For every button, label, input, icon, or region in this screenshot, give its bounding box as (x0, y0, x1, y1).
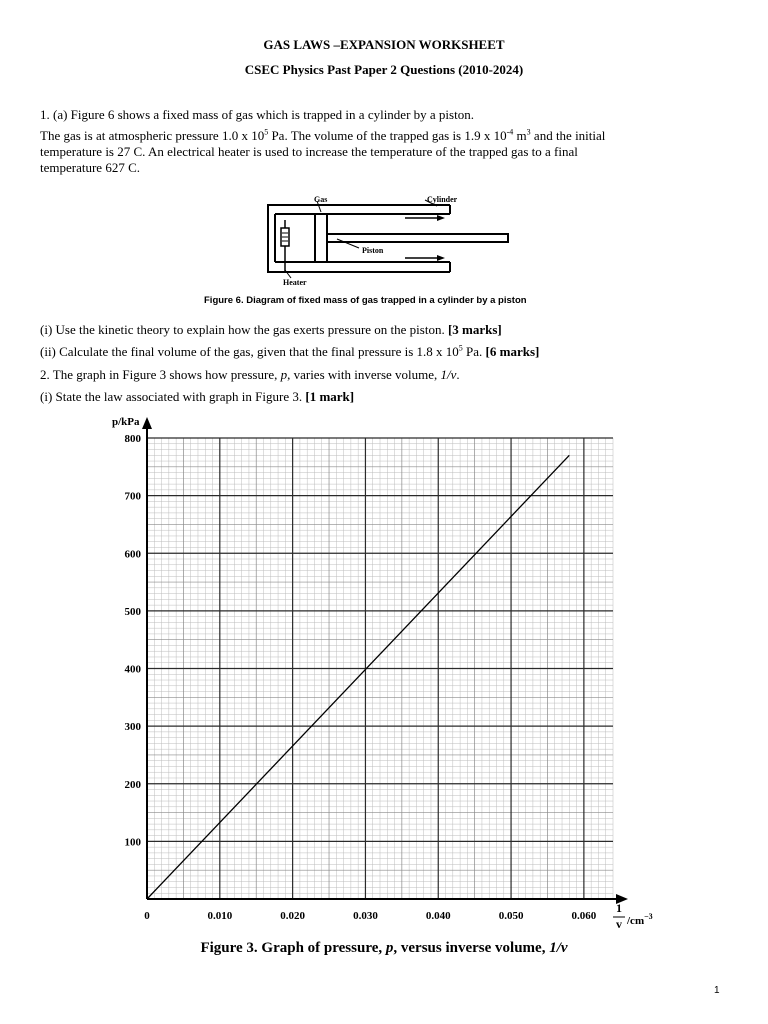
x-axis-unit-text: /cm (627, 915, 645, 927)
x-axis-unit (626, 912, 653, 927)
figure-3-caption-p: p (385, 940, 394, 956)
y-tick-label: 700 (124, 490, 141, 503)
x-tick-label: 0.040 (425, 910, 451, 922)
x-tick-label: 0.010 (207, 910, 233, 922)
q2-part-i-text: (i) State the law associated with graph in Figure 3. (40, 389, 306, 404)
q1-line1-b: Pa. The volume of the trapped gas is 1.9 x 10 (268, 128, 507, 143)
y-tick-label: 400 (124, 663, 141, 676)
q1-part-ii-text: (ii) Calculate the final volume of the gas, given that the final pressure is 1.8 x 10 (40, 344, 459, 359)
y-tick-label: 100 (124, 836, 141, 849)
q1-line1-exp2: -4 (506, 127, 514, 137)
q1-part-ii-marks: [6 marks] (485, 344, 540, 359)
q2-part-i-marks: [1 mark] (305, 389, 355, 404)
figure-6-diagram (255, 192, 515, 288)
label-gas: Gas (314, 195, 328, 204)
x-axis-unit-num: 1 (616, 901, 622, 915)
x-axis-unit-den: v (616, 917, 622, 931)
figure-3-chart (0, 405, 768, 965)
q1-line3: temperature 627 C. (40, 160, 140, 175)
figure-3-caption-b: , versus inverse volume, (393, 940, 550, 956)
y-tick-label: 800 (124, 433, 141, 445)
q1-line1-exp1: 5 (264, 127, 269, 137)
figure-3-caption-v: 1/v (549, 940, 568, 956)
q1-part-ii (40, 344, 730, 360)
q1-part-i-text: (i) Use the kinetic theory to explain how the gas exerts pressure on the piston. (40, 322, 448, 337)
arrow-top-head (437, 215, 445, 221)
label-heater: Heater (283, 278, 307, 287)
x-tick-label: 0.030 (353, 910, 378, 922)
q2-intro-c: . (456, 367, 460, 382)
arrow-bottom-head (437, 255, 445, 261)
label-piston: Piston (362, 246, 384, 255)
q1-line1-d: and the initial (530, 128, 606, 143)
q2-part-i (40, 389, 730, 405)
q2-intro-b: , varies with inverse volume, (287, 367, 441, 382)
piston-rod (327, 234, 508, 242)
worksheet-title: GAS LAWS –EXPANSION WORKSHEET (263, 37, 505, 52)
page-number: 1 (714, 985, 720, 996)
y-tick-label: 600 (124, 548, 141, 561)
x-tick-label: 0 (144, 910, 150, 922)
q1-description (40, 128, 730, 176)
worksheet-subtitle: CSEC Physics Past Paper 2 Questions (2010-2024) (244, 62, 524, 77)
q2-intro-v: 1/v (440, 367, 457, 382)
q1-part-i-marks: [3 marks] (447, 322, 502, 337)
q1-line1-c: m (513, 128, 527, 143)
q2-intro-a: 2. The graph in Figure 3 shows how pressure, (40, 367, 281, 382)
q2-intro (40, 367, 730, 383)
y-tick-label: 500 (124, 605, 141, 618)
y-axis-arrow (142, 417, 152, 429)
label-cylinder: Cylinder (427, 195, 458, 204)
q1-part-ii-exp: 5 (458, 343, 463, 353)
y-tick-label: 300 (124, 721, 141, 734)
q1-part-ii-text-b: Pa. (462, 344, 486, 359)
q1-line1-a: The gas is at atmospheric pressure 1.0 x 10 (40, 128, 265, 143)
x-tick-label: 0.020 (280, 910, 305, 922)
figure-3-caption (0, 940, 768, 957)
piston (315, 214, 327, 262)
figure-3-caption-a: Figure 3. Graph of pressure, (200, 940, 386, 956)
q2-intro-p: p (280, 367, 288, 382)
x-tick-label: 0.050 (498, 910, 524, 922)
q1-line2: temperature is 27 C. An electrical heater is used to increase the temperature of the trapped gas to a final (40, 144, 578, 159)
q1-line1-exp3: 3 (526, 127, 531, 137)
y-axis-label: p/kPa (112, 416, 140, 428)
figure-6-caption: Figure 6. Diagram of fixed mass of gas trapped in a cylinder by a piston (204, 295, 527, 306)
y-tick-label: 200 (124, 778, 141, 791)
q1-part-i (40, 322, 730, 338)
x-axis-unit-exp: −3 (644, 912, 653, 921)
x-tick-label: 0.060 (571, 910, 597, 922)
q1-intro: 1. (a) Figure 6 shows a fixed mass of gas which is trapped in a cylinder by a piston. (40, 107, 474, 122)
